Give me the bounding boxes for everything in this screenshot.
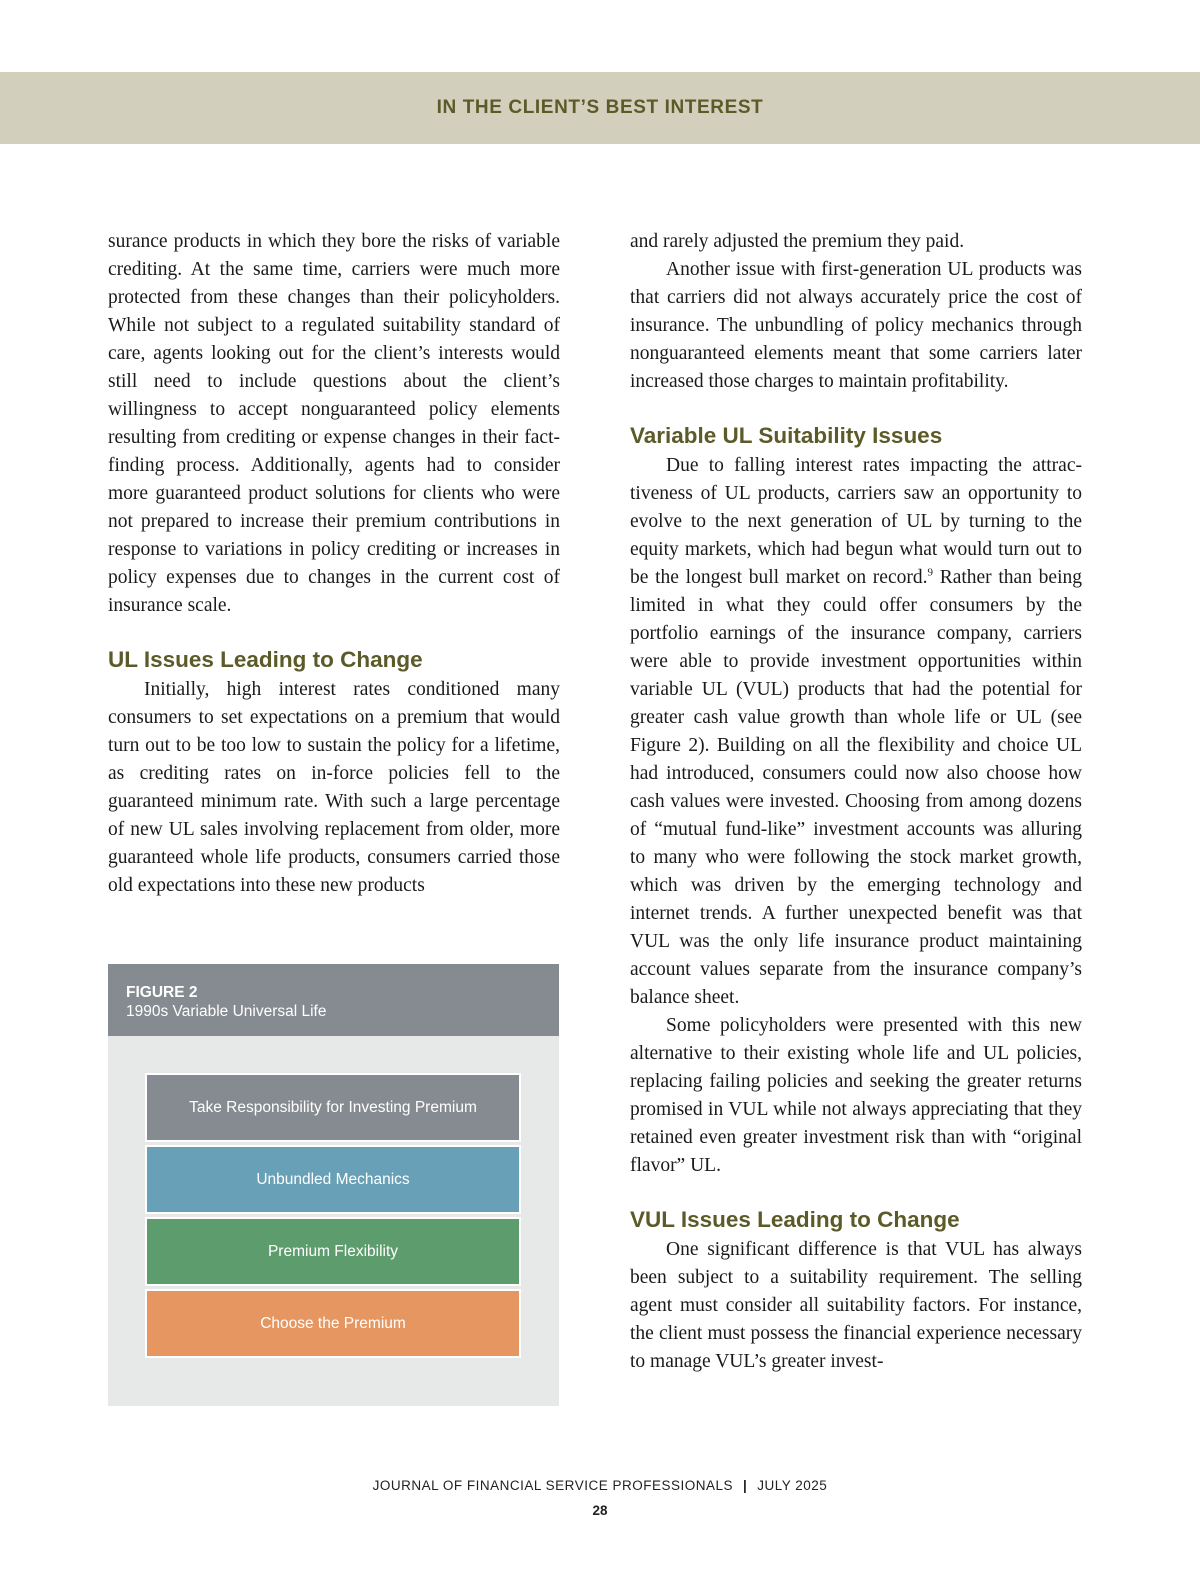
footer-date: JULY 2025 — [757, 1478, 828, 1493]
right-paragraph-3-part-b: Rather than being limited in what they could offer consumers by the portfolio earnings of the insurance company, carriers were able to provide investment opportunities within variable UL (VUL) products that had the potential for greater cash value growth than whole life or UL (see Figure 2). Building on all the flexibility and choice UL had introduced, consumers could now also choose how cash values were invested. Choosing from among dozens of “mutual fund-like” investment accounts was alluring to many who were following the stock market growth, which was driven by the emerging technology and internet trends. A further unexpected benefit was that VUL was the only life insurance product maintaining account values separate from the insurance company’s balance sheet. — [630, 567, 1082, 1008]
figure-2 — [108, 964, 559, 1406]
footer-journal-name: JOURNAL OF FINANCIAL SERVICE PROFESSIONALS — [372, 1478, 733, 1493]
left-column — [108, 228, 560, 900]
right-paragraph-2: Another issue with first-generation UL products was that carriers did not always accurately price the cost of insurance. The unbundling of policy mechanics through nonguaranteed elements meant that some carriers later increased those charges to maintain profitability. — [630, 259, 1082, 392]
right-paragraph-1: and rarely adjusted the premium they paid. — [630, 231, 965, 252]
running-header-title: IN THE CLIENT’S BEST INTEREST — [436, 97, 764, 118]
section-heading-variable-ul: Variable UL Suitability Issues — [630, 423, 943, 448]
figure-label: FIGURE 2 — [126, 984, 198, 1001]
figure-header — [108, 964, 559, 1036]
figure-block-flexibility: Premium Flexibility — [145, 1217, 521, 1286]
figure-block-unbundled: Unbundled Mechanics — [145, 1145, 521, 1214]
section-heading-ul-issues: UL Issues Leading to Change — [108, 647, 423, 672]
right-paragraph-5: One significant difference is that VUL has always been subject to a suitability requirement. The selling agent must consider all suitability factors. For instance, the client must possess the financial experience necessary to manage VUL’s greater invest- — [630, 1239, 1082, 1372]
header-band — [0, 72, 1200, 144]
figure-block-investing: Take Responsibility for Investing Premium — [145, 1073, 521, 1142]
footer-separator: | — [742, 1478, 748, 1493]
left-paragraph-1: surance products in which they bore the risks of variable crediting. At the same time, carriers were much more protected from these changes than their policyholders. While not subject to a regulated suitability standard of care, agents looking out for the client’s interests would still need to include questions about the client’s willingness to accept nonguaranteed policy elements resulting from crediting or expense changes in their fact-finding process. Additionally, agents had to consider more guaranteed product solutions for clients who were not prepared to increase their premium contributions in response to variations in policy crediting or increases in policy expenses due to changes in the current cost of insurance scale. — [108, 231, 560, 616]
right-paragraph-3-part-a: Due to falling interest rates impacting the attractiveness of UL products, carriers saw an opportunity to evolve to the next generation of UL by turning to the equity markets, which had begun what would turn out to be the longest bull market on record. — [630, 455, 1082, 588]
page-number: 28 — [592, 1503, 608, 1518]
figure-block-choose-premium: Choose the Premium — [145, 1289, 521, 1358]
right-paragraph-4: Some policyholders were presented with this new alternative to their existing whole life and UL policies, replacing failing policies and seeking the greater returns promised in VUL while not always appreciating that they retained even greater investment risk than with “original flavor” UL. — [630, 1015, 1082, 1176]
right-column — [630, 228, 1082, 1376]
section-heading-vul-issues: VUL Issues Leading to Change — [630, 1207, 960, 1232]
figure-caption: 1990s Variable Universal Life — [126, 1003, 327, 1020]
footnote-reference-9[interactable]: 9 — [927, 566, 933, 579]
left-paragraph-2: Initially, high interest rates conditioned many consumers to set expectations on a premium that would turn out to be too low to sustain the policy for a lifetime, as crediting rates on in-force policies fell to the guaranteed minimum rate. With such a large percentage of new UL sales involving replacement from older, more guaranteed whole life products, consumers carried those old expectations into these new products — [108, 679, 560, 896]
right-paragraph-3 — [630, 452, 1082, 1012]
footer-journal-line — [0, 1478, 1200, 1493]
